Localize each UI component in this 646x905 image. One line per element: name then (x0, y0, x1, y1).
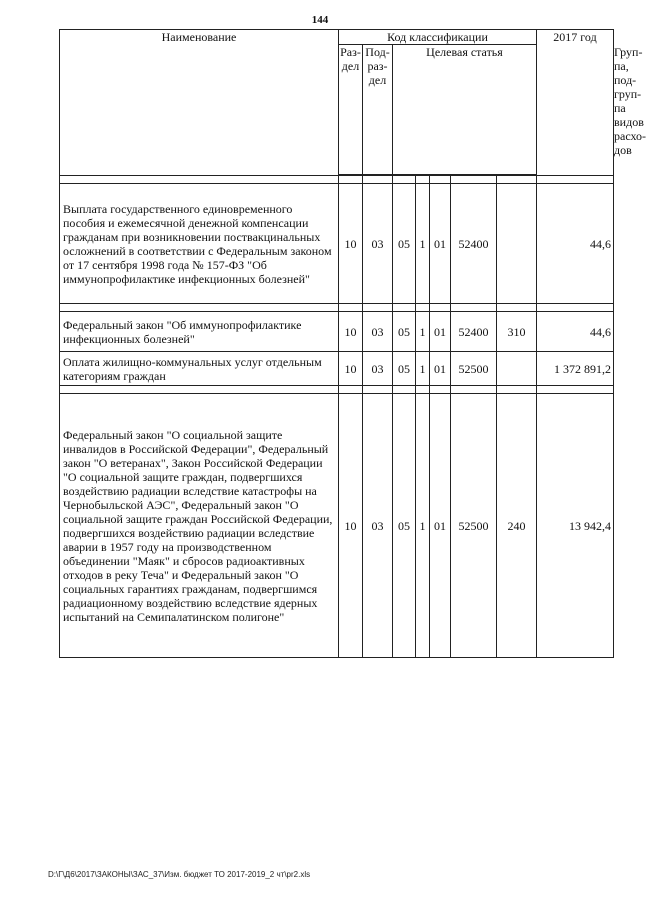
row-name: Оплата жилищно-коммунальных услуг отдельным категориям граждан (60, 352, 339, 386)
row-amount: 13 942,4 (537, 394, 614, 658)
row-razdel: 10 (339, 352, 363, 386)
row-target-1: 05 (393, 394, 416, 658)
row-target-3: 01 (430, 184, 451, 304)
header-row-2: Раз- дел Под- раз- дел Целевая статья Груп- па, под- груп- па видов расхо- дов (60, 45, 614, 175)
row-podrazdel: 03 (363, 394, 393, 658)
row-razdel: 10 (339, 394, 363, 658)
row-target-3: 01 (430, 352, 451, 386)
row-razdel: 10 (339, 312, 363, 352)
page-number: 144 (311, 14, 329, 26)
table-row (60, 184, 614, 304)
header-row-1 (60, 30, 614, 45)
row-group (497, 352, 537, 386)
row-target-1: 05 (393, 312, 416, 352)
header-code: Код классификации (339, 30, 537, 45)
row-target-3: 01 (430, 312, 451, 352)
row-target-3: 01 (430, 394, 451, 658)
row-razdel: 10 (339, 184, 363, 304)
row-target-4: 52500 (451, 352, 497, 386)
row-target-1: 05 (393, 352, 416, 386)
row-group: 240 (497, 394, 537, 658)
header-podrazdel: Под- раз- дел (363, 45, 393, 175)
header-name: Наименование (60, 30, 339, 176)
row-name: Федеральный закон "О социальной защите инвалидов в Российской Федерации", Федеральный закон "О ветеранах", Закон Российской Федерации "О социальной защите граждан, подвергшихся воздействию радиации вследствие катастрофы на Чернобыльской АЭС", Федеральный закон "О социальной защите граждан Российской Федерации, подвергшихся воздействию радиации вследствие аварии в 1957 году на производственном объединении "Маяк" и сбросов радиоактивных отходов в реку Теча" и Федеральный закон "О социальных гарантиях гражданам, подвергшимся радиационному воздействию вследствие ядерных испытаний на Семипалатинском полигоне" (60, 394, 339, 658)
header-razdel: Раз- дел (339, 45, 363, 175)
table-row (60, 394, 614, 658)
row-group (497, 184, 537, 304)
row-group: 310 (497, 312, 537, 352)
table-row (60, 352, 614, 386)
budget-table (59, 29, 646, 658)
row-target-4: 52400 (451, 184, 497, 304)
row-target-2: 1 (416, 394, 430, 658)
row-name: Выплата государственного единовременного пособия и ежемесячной денежной компенсации гражданам при возникновении поствакцинальных осложнений в соответствии с Федеральным законом от 17 сентября 1998 года № 157-ФЗ "Об иммунопрофилактике инфекционных болезней" (60, 184, 339, 304)
row-target-2: 1 (416, 312, 430, 352)
row-target-4: 52400 (451, 312, 497, 352)
header-target: Целевая статья (393, 45, 537, 175)
row-amount: 1 372 891,2 (537, 352, 614, 386)
row-target-2: 1 (416, 184, 430, 304)
table-row (60, 312, 614, 352)
row-podrazdel: 03 (363, 312, 393, 352)
header-year: 2017 год (537, 30, 614, 176)
row-name: Федеральный закон "Об иммунопрофилактике инфекционных болезней" (60, 312, 339, 352)
row-amount: 44,6 (537, 184, 614, 304)
row-target-2: 1 (416, 352, 430, 386)
row-amount: 44,6 (537, 312, 614, 352)
row-podrazdel: 03 (363, 352, 393, 386)
row-podrazdel: 03 (363, 184, 393, 304)
file-path-footer: D:\Г\Д6\2017\ЗАКОНЫ\ЗАС_37\Изм. бюджет ТО 2017-2019_2 чт\pr2.xls (48, 870, 311, 879)
row-target-1: 05 (393, 184, 416, 304)
row-target-4: 52500 (451, 394, 497, 658)
